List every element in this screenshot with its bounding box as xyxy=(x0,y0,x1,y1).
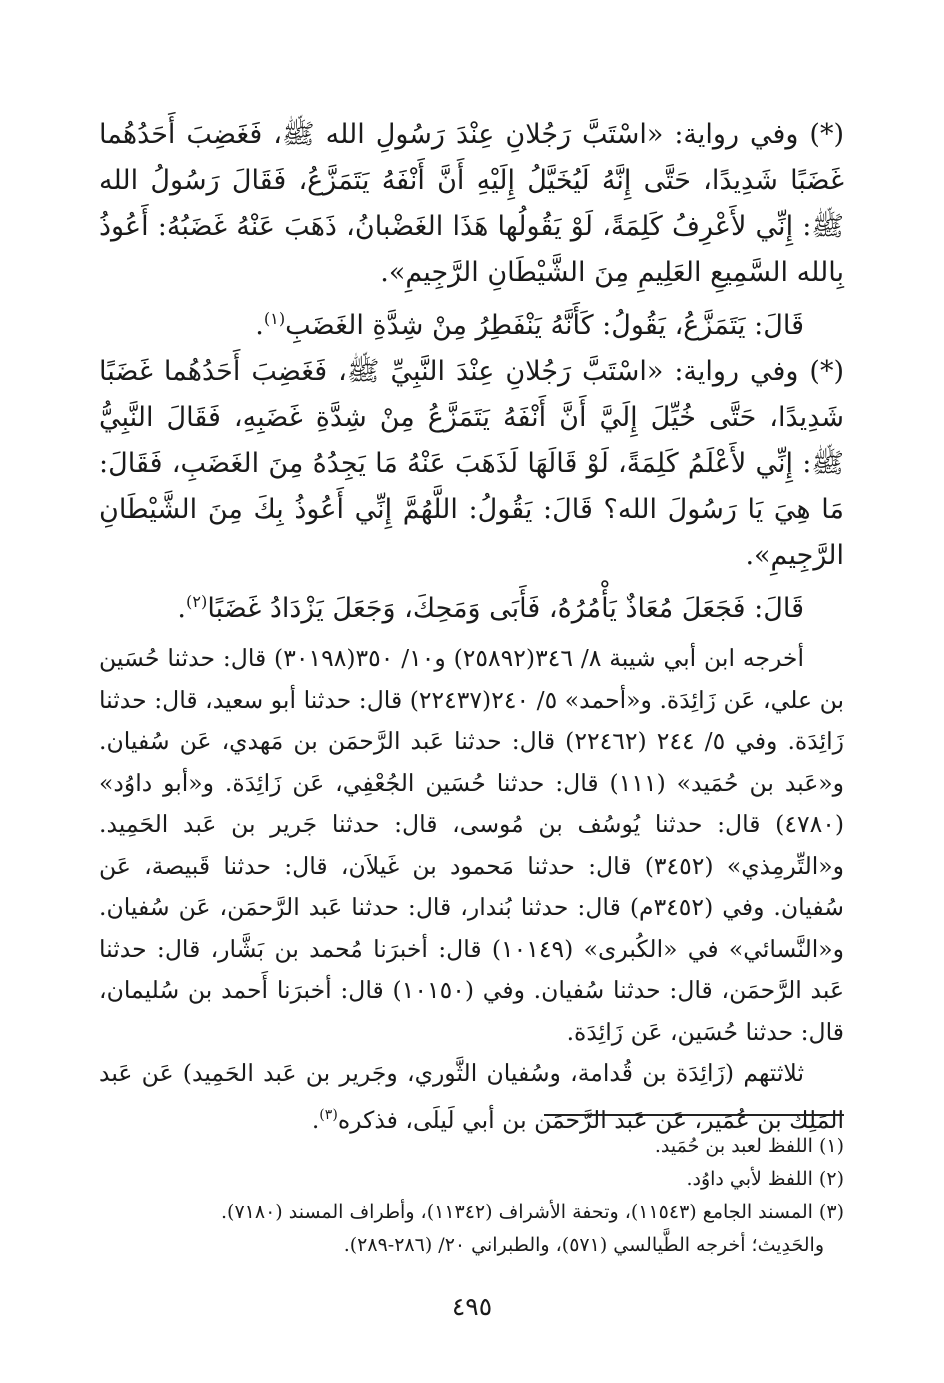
explanation-text: قَالَ: يَتَمَزَّعُ، يَقُولُ: كَأَنَّهُ يَنْفَطِرُ مِنْ شِدَّةِ الغَضَبِ xyxy=(285,310,804,341)
punctuation: . xyxy=(255,310,264,341)
hadith-narration-1: (*) وفي رواية: «اسْتَبَّ رَجُلانِ عِنْدَ رَسُولِ الله ﷺ، فَغَضِبَ أَحَدُهُما غَضَبًا شَدِيدًا، حَتَّى إِنَّهُ لَيُخَيَّلُ إِلَيْهِ أَنَّ أَنْفَهُ يَتَمَزَّعُ، فَقَالَ رَسُولُ الله ﷺ: إِنِّي لأَعْرِفُ كَلِمَةً، لَوْ يَقُولُها هَذَا الغَضْبانُ، ذَهَبَ عَنْهُ غَضَبُهُ: أَعُوذُ بِالله السَّمِيعِ العَلِيمِ مِنَ الشَّيْطَانِ الرَّجِيمِ». xyxy=(99,119,844,288)
takhrij-text: ثلاثتهم (زَائِدَة بن قُدامة، وسُفيان الثَّوري، وجَرير بن عَبد الحَمِيد) عَن عَبد المَلِك بن عُمَير، عَن عَبد الرَّحمَن بن أبي لَيلَى، فذكره xyxy=(99,1059,844,1134)
hadith-section xyxy=(99,112,844,632)
page-number: ٤٩٥ xyxy=(451,1292,493,1321)
takhrij-paragraph-1: أخرجه ابن أبي شيبة ٨/ ٣٤٦(٢٥٨٩٢) و١٠/ ٣٥٠(٣٠١٩٨) قال: حدثنا حُسَين بن علي، عَن زَائِدَة. و«أحمد» ٥/ ٢٤٠(٢٢٤٣٧) قال: حدثنا أبو سعيد، قال: حدثنا زَائِدَة. وفي ٥/ ٢٤٤ (٢٢٤٦٢) قال: حدثنا عَبد الرَّحمَن بن مَهدي، عَن سُفيان. و«عَبد بن حُمَيد» (١١١) قال: حدثنا حُسَين الجُعْفِي، عَن زَائِدَة. و«أبو داوُد» (٤٧٨٠) قال: حدثنا يُوسُف بن مُوسى، قال: حدثنا جَرير بن عَبد الحَمِيد. و«التِّرمِذي» (٣٤٥٢) قال: حدثنا مَحمود بن غَيلاَن، قال: حدثنا قَبيصة، عَن سُفيان. وفي (٣٤٥٢م) قال: حدثنا بُندار، قال: حدثنا عَبد الرَّحمَن، عَن سُفيان. و«النَّسائي» في «الكُبرى» (١٠١٤٩) قال: أخبرَنا مُحمد بن بَشَّار، قال: حدثنا عَبد الرَّحمَن، قال: حدثنا سُفيان. وفي (١٠١٥٠) قال: أخبرَنا أَحمد بن سُليمان، قال: حدثنا حُسَين، عَن زَائِدَة. xyxy=(99,644,845,1046)
punctuation: . xyxy=(311,1105,320,1134)
hadith-narration-2: (*) وفي رواية: «اسْتَبَّ رَجُلانِ عِنْدَ النَّبِيِّ ﷺ، فَغَضِبَ أَحَدُهُما غَضَبًا شَدِيدًا، حَتَّى خُيِّلَ إِلَيَّ أَنَّ أَنْفَهُ يَتَمَزَّعُ مِنْ شِدَّةِ غَضَبِهِ، فَقَالَ النَّبِيُّ ﷺ: إِنِّي لأَعْلَمُ كَلِمَةً، لَوْ قَالَهَا لَذَهَبَ عَنْهُ مَا يَجِدُهُ مِنَ الغَضَبِ، فَقَالَ: مَا هِيَ يَا رَسُولَ الله؟ قَالَ: يَقُولُ: اللَّهُمَّ إِنِّي أَعُوذُ بِكَ مِنَ الشَّيْطَانِ الرَّجِيمِ». xyxy=(99,356,844,571)
takhrij-paragraph-2 xyxy=(99,1053,844,1141)
footnote-ref-2[interactable]: (٢) xyxy=(186,592,208,611)
footnote-ref-1[interactable]: (١) xyxy=(263,309,286,328)
footnote-ref-3[interactable]: (٣) xyxy=(319,1106,338,1123)
takhrij-section xyxy=(99,638,844,1141)
footnote-3-continued: والحَدِيث؛ أخرجه الطَّيالسي (٥٧١)، والطبراني ٢٠/ (٢٨٦-٢٨٩). xyxy=(343,1234,824,1256)
footnote-2: (٢) اللفظ لأبي داوُد. xyxy=(686,1168,844,1190)
hadith-explanation-2 xyxy=(99,579,844,632)
footnote-divider xyxy=(544,1114,844,1116)
hadith-explanation-1 xyxy=(99,296,844,349)
main-text xyxy=(99,112,844,1141)
footnote-1: (١) اللفظ لعبد بن حُمَيد. xyxy=(654,1135,844,1157)
footnotes xyxy=(99,1130,844,1262)
explanation-text: قَالَ: فَجَعَلَ مُعَاذٌ يَأْمُرُهُ، فَأَبَى وَمَحِكَ، وَجَعَلَ يَزْدَادُ غَضَبًا xyxy=(207,593,804,624)
footnote-3: (٣) المسند الجامع (١١٥٤٣)، وتحفة الأشراف (١١٣٤٢)، وأطراف المسند (٧١٨٠). xyxy=(221,1201,844,1223)
punctuation: . xyxy=(177,593,186,624)
